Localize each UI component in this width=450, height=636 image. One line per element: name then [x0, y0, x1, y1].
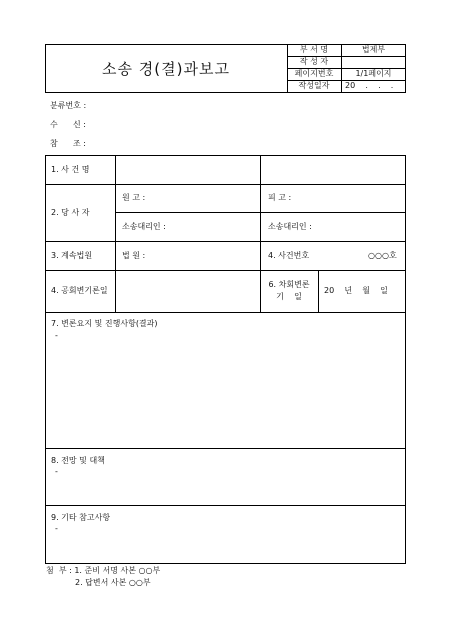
- info-value-page-number: 1/1페이지: [355, 69, 392, 78]
- summary-dash: -: [55, 331, 58, 340]
- defendant-agent-label: 소송대리인 :: [268, 222, 312, 231]
- case-number-label: 4. 사건번호: [268, 251, 310, 260]
- parties-label: 2. 당 사 자: [51, 208, 90, 217]
- info-value-department: 법제부: [361, 45, 386, 54]
- meta-reference: 참 조 :: [50, 139, 86, 148]
- case-name-label: 1. 사 건 명: [51, 165, 90, 174]
- defendant-label: 피 고 :: [268, 193, 292, 202]
- next-pleading-label-line1: 6. 차회변론: [268, 280, 310, 289]
- attachment-line-2: 2. 답변서 사본 ○○부: [75, 578, 151, 587]
- outlook-label: 8. 전망 및 대책: [51, 456, 105, 465]
- next-pleading-label-line2: 기 일: [276, 292, 302, 301]
- report-table: [45, 155, 406, 564]
- pleading-date-label: 4. 공회변기론일: [51, 286, 108, 295]
- other-dash: -: [55, 524, 58, 533]
- court-label: 3. 계속법원: [51, 251, 93, 260]
- next-pleading-date-value: 20 년 월 일: [324, 286, 388, 295]
- court-field-label: 법 원 :: [122, 251, 146, 260]
- plaintiff-agent-label: 소송대리인 :: [122, 222, 166, 231]
- document-title: 소송 경(결)과보고: [102, 60, 230, 78]
- meta-classification-number: 분류번호 :: [50, 101, 87, 110]
- info-label-author: 작 성 자: [299, 57, 329, 66]
- info-label-department: 부 서 명: [299, 45, 329, 54]
- info-label-date: 작성일자: [298, 81, 330, 90]
- outlook-dash: -: [55, 467, 58, 476]
- meta-recipient: 수 신 :: [50, 120, 86, 129]
- summary-label: 7. 변론요지 및 진행사항(결과): [51, 319, 158, 328]
- info-value-date: 20 . . .: [345, 81, 394, 90]
- other-label: 9. 기타 참고사항: [51, 513, 111, 522]
- case-number-value: ○○○호: [368, 251, 397, 260]
- attachment-line-1: 첨 부 : 1. 준비 서명 사본 ○○부: [46, 566, 161, 575]
- info-label-page-number: 페이지번호: [294, 69, 334, 78]
- plaintiff-label: 원 고 :: [122, 193, 146, 202]
